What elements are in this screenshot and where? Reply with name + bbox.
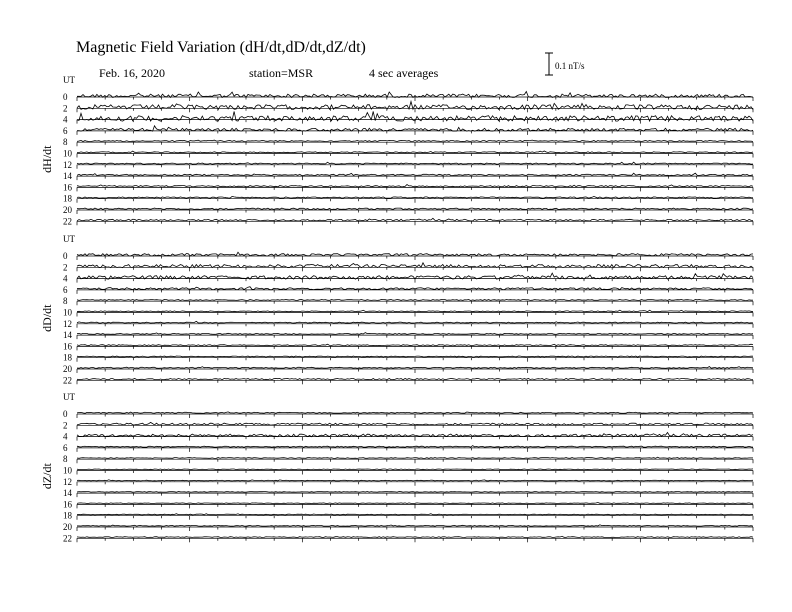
row-label-dzdt-row-12: 12 [63,476,72,487]
row-label-dzdt-row-20: 20 [63,522,72,532]
row-label-dzdt-row-6: 6 [63,442,68,453]
row-label-dzdt-row-4: 4 [63,431,68,442]
ut-label-dzdt: UT [63,392,75,402]
row-label-dhdt-row-8: 8 [63,137,68,148]
trace-dddt-row-20 [77,367,753,369]
row-label-dddt-row-2: 2 [63,262,68,273]
row-label-dhdt-row-12: 12 [63,159,72,170]
trace-dddt-row-12 [77,321,753,323]
row-label-dddt-row-6: 6 [63,284,68,295]
row-label-dddt-row-22: 22 [63,375,72,386]
trace-dzdt-row-22 [77,536,753,537]
row-label-dzdt-row-8: 8 [63,454,68,465]
row-label-dhdt-row-0: 0 [63,92,68,102]
row-label-dddt-row-0: 0 [63,251,68,261]
row-label-dddt-row-4: 4 [63,273,68,284]
station-label: station=MSR [249,66,314,80]
trace-dhdt-row-16 [77,185,753,187]
trace-dddt-row-6 [77,287,753,290]
trace-dhdt-row-20 [77,208,753,209]
row-label-dhdt-row-18: 18 [63,193,72,204]
panel-label-dhdt: dH/dt [40,145,54,173]
trace-dhdt-row-14 [77,173,753,175]
trace-dzdt-row-0 [77,412,753,413]
panel-label-dddt: dD/dt [40,304,54,332]
row-label-dzdt-row-10: 10 [63,465,72,476]
trace-dzdt-row-16 [77,503,753,504]
chart-title: Magnetic Field Variation (dH/dt,dD/dt,dZ/dt) [76,39,366,56]
trace-dhdt-row-0 [77,92,753,98]
row-label-dhdt-row-2: 2 [63,103,68,114]
trace-dddt-row-8 [77,299,753,300]
trace-dzdt-row-8 [77,457,753,458]
panel-label-dzdt: dZ/dt [40,463,54,490]
trace-dzdt-row-4 [77,433,753,437]
trace-dzdt-row-14 [77,492,753,493]
row-label-dhdt-row-10: 10 [63,148,72,159]
trace-dzdt-row-6 [77,446,753,448]
ut-label-dhdt: UT [63,75,75,85]
trace-dzdt-row-20 [77,525,753,526]
row-label-dzdt-row-18: 18 [63,510,72,521]
row-label-dhdt-row-22: 22 [63,216,72,227]
trace-dzdt-row-2 [77,422,753,425]
ut-label-dddt: UT [63,234,75,244]
trace-dddt-row-22 [77,379,753,380]
row-label-dzdt-row-0: 0 [63,409,68,419]
trace-dzdt-row-10 [77,469,753,470]
row-label-dddt-row-14: 14 [63,330,72,341]
trace-dzdt-row-18 [77,514,753,515]
row-label-dhdt-row-4: 4 [63,114,68,125]
row-label-dhdt-row-6: 6 [63,125,68,136]
trace-dddt-row-10 [77,310,753,312]
trace-dddt-row-0 [77,252,753,256]
trace-dzdt-row-12 [77,480,753,481]
averaging-label: 4 sec averages [369,66,439,80]
trace-dhdt-row-12 [77,162,753,164]
row-label-dhdt-row-16: 16 [63,182,72,193]
row-label-dddt-row-8: 8 [63,296,68,307]
scale-bar-label: 0.1 nT/s [555,61,585,71]
trace-dddt-row-14 [77,333,753,335]
row-label-dhdt-row-14: 14 [63,171,72,182]
row-label-dddt-row-16: 16 [63,341,72,352]
trace-dddt-row-16 [77,344,753,346]
row-label-dddt-row-12: 12 [63,318,72,329]
row-label-dzdt-row-22: 22 [63,533,72,544]
trace-dhdt-row-6 [77,126,753,131]
trace-dhdt-row-22 [77,218,753,221]
row-label-dddt-row-18: 18 [63,352,72,363]
row-label-dddt-row-20: 20 [63,364,72,374]
trace-dhdt-row-8 [77,140,753,142]
row-label-dzdt-row-16: 16 [63,499,72,510]
date-label: Feb. 16, 2020 [99,66,165,80]
row-label-dzdt-row-14: 14 [63,488,72,499]
trace-dddt-row-4 [77,273,753,279]
trace-dhdt-row-10 [77,151,753,153]
trace-dddt-row-18 [77,356,753,357]
trace-dhdt-row-18 [77,196,753,198]
row-label-dhdt-row-20: 20 [63,205,72,215]
row-label-dzdt-row-2: 2 [63,420,68,431]
row-label-dddt-row-10: 10 [63,307,72,318]
